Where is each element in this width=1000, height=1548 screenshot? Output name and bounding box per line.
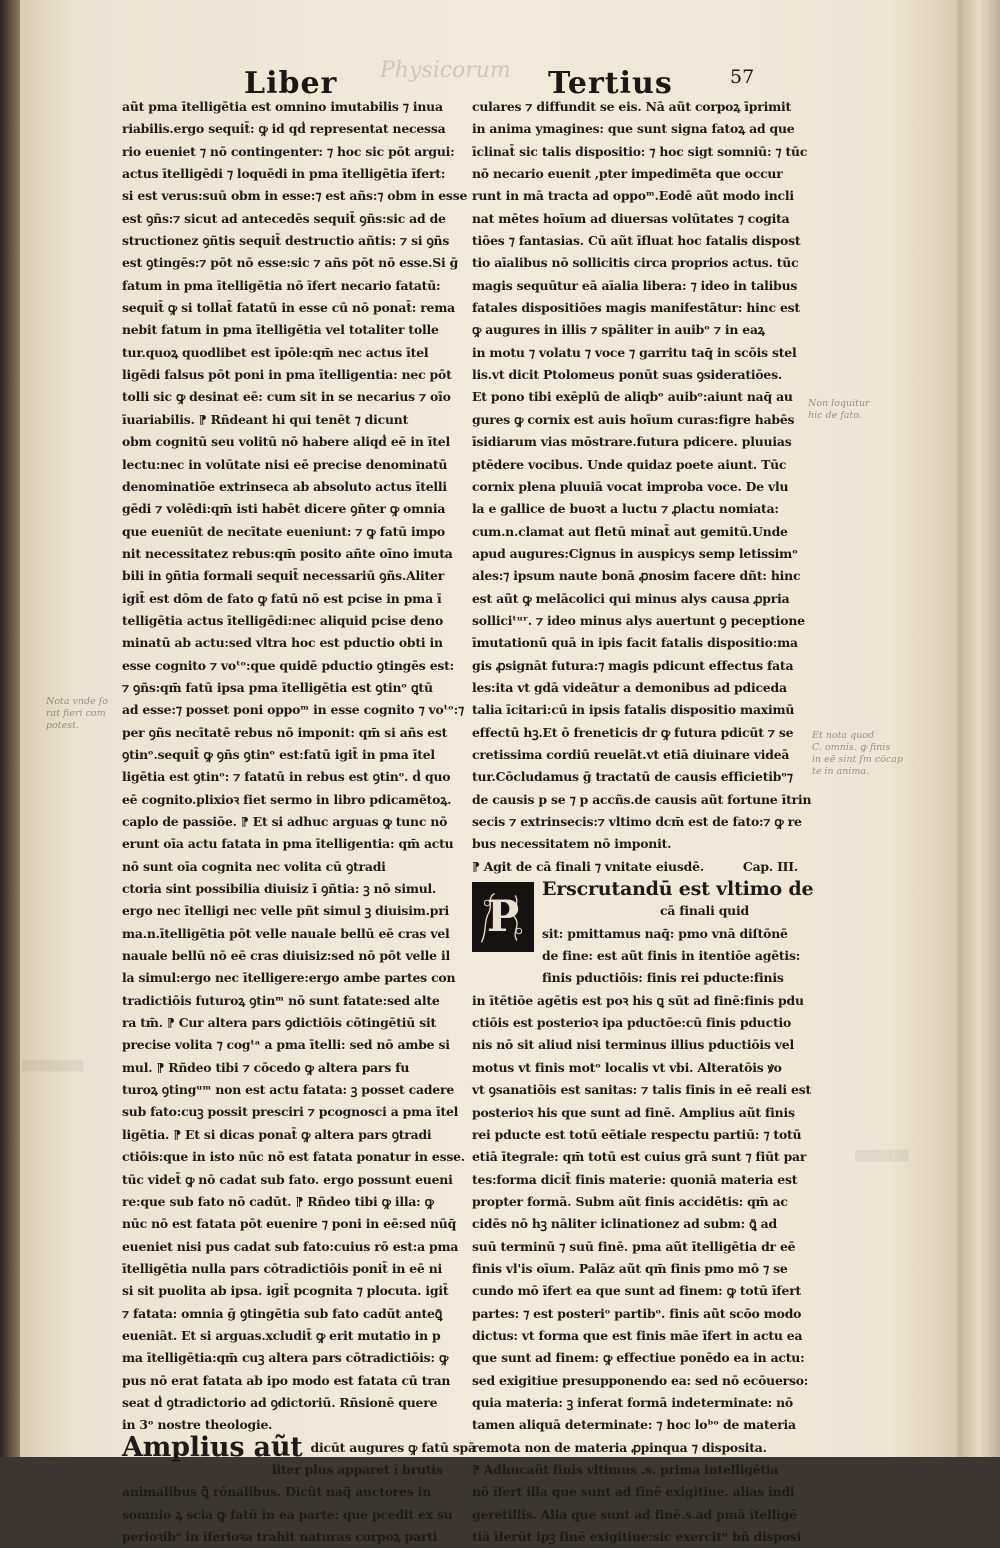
text-line: īclinat̄ sic talis dispositio: ⁊ hoc sigt somniū: ⁊ tūc: [472, 143, 808, 159]
initial-letter: P: [486, 892, 520, 943]
text-line: ra tm̄. ⁋ Cur altera pars ꝯdictiōis cōtingētiū sit: [122, 1015, 436, 1031]
text-line: ctiōis:que in isto nūc nō est fatata ponatur in esse.: [122, 1149, 465, 1165]
text-line: nō necario euenit ,pter impedimēta que occur: [472, 166, 783, 182]
text-line: ꝯtinᵒ.sequit̄ ꝙ ꝯñs ꝯtinᵒ est:fatū igit̄ in pma ītel: [122, 746, 435, 762]
text-line: tolli sic ꝙ desinat eē: cum sit in se necarius ⁊ oīo: [122, 389, 451, 405]
text-line: tradictiōis futuroꝝ ꝯtinᵐ nō sunt fatate:sed alte: [122, 992, 440, 1008]
text-line: cornix plena pluuiā vocat improba voce. De vlu: [472, 478, 789, 494]
text-line: in anima ymagines: que sunt signa fatoꝝ ad que: [472, 121, 795, 137]
text-line: nūc nō est fatata pōt euenire ⁊ poni in eē:sed nūq̄: [122, 1216, 457, 1232]
text-line: in motu ⁊ volatu ⁊ voce ⁊ garritu taq̄ in scōis stel: [472, 344, 797, 360]
text-line: ergo nec ītelligi nec velle pñt simul ꝫ diuisim.pri: [122, 903, 450, 919]
text-line: sed exigitiue presupponendo ea: sed nō ecōuerso:: [472, 1372, 809, 1388]
text-line: perioꝛibᵒ in īferioꝛa trahit naturas corpoꝝ parti: [122, 1529, 438, 1544]
text-line: denominatiōe extrinseca ab absoluto actus ītelli: [122, 478, 447, 494]
text-line: obm cognitū seu volitū nō habere aliqḋ eē in ītel: [122, 434, 451, 450]
text-line: īsidiarum vias mōstrare.futura pdicere. pluuias: [472, 434, 792, 450]
text-line: bus necessitatem nō imponit.: [472, 836, 672, 852]
initial-line-5: finis pductiōis: finis rei pducte:finis: [542, 970, 784, 986]
margin-note-left-line: rat fieri com: [46, 708, 106, 719]
text-line: ⁊ fatata: omnia ḡ ꝯtingētia sub fato cadūt anteꝗ̄: [122, 1305, 443, 1321]
text-line: fatum in pma ītelligētia nō īfert necario fatatū:: [122, 277, 441, 293]
margin-note-right-top: [808, 398, 870, 422]
text-line: talia īcitari:cū in ipsis fatalis dispositio maximū: [472, 702, 795, 718]
text-line: tur.Cōcludamus ḡ tractatū de causis efficietibᵒ⁊: [472, 769, 793, 785]
text-line: cretissima cordiū reuelāt.vt etiā diuinare videā: [472, 746, 790, 762]
left-column-lines: [122, 96, 468, 1437]
text-line: ma.n.ītelligētia pōt velle nauale bellū eē cras vel: [122, 925, 450, 941]
text-line: gures ꝙ cornix est auis hoīum curas:figre habēs: [472, 411, 795, 427]
text-line: ad esse:⁊ posset poni oppoᵐ in esse cognito ⁊ voᵗᵒ:⁊: [122, 702, 464, 718]
text-line: ligēdi falsus pōt poni in pma ītelligentia: nec pōt: [122, 367, 452, 383]
text-line: ctoria sint possibilia diuisiz ī ꝯñtia: ꝫ nō simul.: [122, 881, 437, 897]
text-line: nis nō sit aliud nisi terminus illius pductiōis vel: [472, 1037, 794, 1053]
text-line: sequit̄ ꝙ si tollat̄ fatatū in esse cū nō ponat̄: rema: [122, 300, 455, 316]
text-line: tiōes ⁊ fantasias. Cū aũt īfluat hoc fatalis dispost: [472, 233, 801, 249]
text-line: runt in mā tracta ad oppoᵐ.Eodē aũt modo incli: [472, 188, 794, 204]
bleed-through-text: ▒▒▒▒▒▒▒▒: [22, 1061, 84, 1072]
text-line: riabilis.ergo sequit̄: ꝙ id qḋ representat necessa: [122, 121, 446, 137]
folio-number: 57: [730, 66, 755, 88]
text-line: gēdi ⁊ volēdi:qm̄ isti habēt dicere ꝯñter ꝙ omnia: [122, 501, 446, 517]
text-line: cum.n.clamat aut fletū minat̄ aut gemitū.Unde: [472, 523, 788, 539]
text-line: quia materia: ꝫ inferat formā indeterminate: nō: [472, 1394, 793, 1410]
text-line: sub fato:cuꝫ possit presciri ⁊ pcognosci a pma ītel: [122, 1104, 459, 1120]
text-line: in ītētiōe agētis est poꝛ his ꝗ sūt ad finē:finis pdu: [472, 992, 804, 1008]
text-line: mul. ⁋ Rñdeo tibi ⁊ cōcedo ꝙ altera pars fu: [122, 1059, 410, 1075]
chapter-title-text: ⁋ Agit de cā finali ⁊ vnitate eiusdē.: [472, 858, 704, 874]
margin-note-right-mid-line: Et nota quod: [812, 730, 875, 741]
text-line: igit̄ est dōm de fato ꝙ fatū nō est pcise in pma ī: [122, 590, 442, 606]
text-line: geretillis. Alia que sunt ad finē.s.ad pmā ītelligē: [472, 1506, 797, 1522]
text-line: erunt oīa actu fatata in pma ītelligentia: qm̄ actu: [122, 836, 454, 852]
margin-note-right-mid-line: in eē sint ſm cōcap: [812, 754, 903, 765]
text-line: que sunt ad finem: ꝙ effectiue ponēdo ea in actu:: [472, 1350, 805, 1366]
text-line: cundo mō īfert ea que sunt ad finem: ꝙ totū īfert: [472, 1283, 802, 1299]
text-line: in 3ᵒ nostre theologie.: [122, 1417, 273, 1433]
text-line: apud augures:Cignus in auspicys semp letissimᵒ: [472, 545, 798, 561]
text-line: rei pducte est totū eētiale respectu partiū: ⁊ totū: [472, 1126, 802, 1142]
text-line: minatū ab actu:sed vltra hoc est pductio obti in: [122, 635, 443, 651]
text-line: la simul:ergo nec ītelligere:ergo ambe partes con: [122, 970, 456, 986]
text-line: fatales dispositiōes magis manifestātur: hinc est: [472, 300, 800, 316]
text-line: Et pono tibi exēplū de aliqbᵒ auibᵒ:aiunt naq̄ au: [472, 389, 793, 405]
text-line: propter formā. Subm aũt finis accidētis: qm̄ ac: [472, 1193, 788, 1209]
text-line: tamen aliquā determinate: ⁊ hoc loᵇᵒ de materia: [472, 1417, 796, 1433]
text-line: per ꝯñs necītatē rebus nō imponit: qm̄ si añs est: [122, 724, 448, 740]
margin-note-left-line: Nota vnde ſo: [46, 696, 108, 707]
text-line: ꝙ augures in illis ⁊ spāliter in auibᵒ ⁊ in eaꝝ: [472, 322, 765, 338]
text-line: telligētia actus ītelligēdi:nec aliquid pcise deno: [122, 612, 444, 628]
text-line: ma ītelligētia:qm̄ cuꝫ altera pars cōtradictiōis: ꝙ: [122, 1350, 449, 1366]
initial-line-1: Erscrutandū est vltimo de: [542, 878, 814, 901]
text-line: aũt pma ītelligētia est omnino imutabilis ⁊ inua: [122, 99, 443, 114]
text-line: īmutationū quā in ipis facit fatalis dispositio:ma: [472, 635, 798, 651]
text-line: tes:forma dicit̄ finis materie: quoniā materia est: [472, 1171, 798, 1187]
text-line: magis sequūtur eā aīalia libera: ⁊ ideo in talibus: [472, 277, 798, 293]
right-column-lines: [472, 96, 812, 856]
text-line: dictus: vt forma que est finis māe īfert in actu ea: [472, 1327, 803, 1343]
text-line: effectū hꝫ.Et ō freneticis dr ꝙ futura pdicūt ⁊ se: [472, 724, 794, 740]
running-head-right: Tertius: [548, 66, 673, 101]
text-line: animalibus ꝗ̄ rōnalibus. Dicūt naq̄ auctores in: [122, 1484, 432, 1500]
section-heading-word: Amplius aũt: [122, 1431, 303, 1463]
text-line: gis ꝓsignāt futura:⁊ magis pdicunt effectus fata: [472, 657, 794, 673]
text-column-right: [472, 96, 814, 1548]
text-line: tio aīalibus nō sollicitis circa proprios actus. tūc: [472, 255, 799, 271]
section-heading: [122, 1431, 476, 1463]
text-line: si sit puolita ab ipsa. igit̄ pcognita ⁊ plocuta. igit̄: [122, 1283, 449, 1299]
text-line: que eueniūt de necītate eueniunt: ⁊ ꝙ fatū impo: [122, 523, 445, 539]
text-line: ligētia. ⁋ Et si dicas ponat̄ ꝙ altera pars ꝯtradi: [122, 1126, 432, 1142]
text-line: secis ⁊ extrinsecis:⁊ vltimo dcm̄ est de fato:⁊ ꝙ re: [472, 814, 802, 829]
text-line: precise volita ⁊ cogᵗᵃ a pma ītelli: sed nō ambe si: [122, 1037, 450, 1053]
text-line: lis.vt dicit Ptolomeus ponūt suas ꝯsideratiōes.: [472, 367, 782, 383]
text-line: nat mētes hoīum ad diuersas volūtates ⁊ cogita: [472, 210, 790, 226]
text-line: ⁋ Adhucaũt finis vltimus .s. prima intelligētia: [472, 1462, 779, 1477]
text-line: de causis p se ⁊ p accñs.de causis aũt fortune ītrin: [472, 791, 812, 807]
text-line: caplo de passiōe. ⁋ Et si adhuc arguas ꝙ tunc nō: [122, 814, 448, 829]
next-leaf-edge: [962, 0, 1000, 1457]
text-line: ligētia est ꝯtinᵒ: ⁊ fatatū in rebus est ꝯtinᵒ. ḋ quo: [122, 769, 451, 785]
initial-adjacent-lines: [542, 878, 814, 990]
text-line: ītelligētia nulla pars cōtradictiōis ponit̄ in eē ni: [122, 1260, 443, 1276]
text-line: nō īfert illa que sunt ad finē exigitiue. alias indi: [472, 1484, 795, 1500]
text-line: lectu:nec in volūtate nisi eē precise denominatū: [122, 456, 448, 472]
section-heading-follow-1: dicūt augures ꝙ fatū spā: [310, 1439, 476, 1455]
text-line: culares ⁊ diffundit se eis. Nā aũt corpoꝝ īprimit: [472, 99, 792, 114]
text-line: solliciᵗᵘʳ. ⁊ ideo minus alys auertunt ꝯ peceptione: [472, 612, 805, 628]
text-line: est ꝯtingēs:⁊ pōt nō esse:sic ⁊ añs pōt nō esse.Si ḡ: [122, 255, 459, 271]
text-line: eueniet nisi pus cadat sub fato:cuius rō est:a pma: [122, 1238, 459, 1254]
text-line: tūc videt̄ ꝙ nō cadat sub fato. ergo possunt eueni: [122, 1171, 453, 1187]
text-line: motus vt finis motᵒ localis vt vbi. Alteratōis ꝟo: [472, 1059, 782, 1075]
text-line: posterioꝛ his que sunt ad finē. Amplius aũt finis: [472, 1104, 795, 1120]
text-line: rio eueniet ⁊ nō contingenter: ⁊ hoc sic pōt argui:: [122, 143, 455, 159]
text-line: actus ītelligēdi ⁊ loquēdi in pma ītelligētia īfert:: [122, 166, 446, 182]
text-line: ctiōis est posterioꝛ ipa pductōe:cū finis pductio: [472, 1015, 792, 1031]
text-line: nebit fatum in pma ītelligētia vel totaliter tolle: [122, 322, 439, 338]
text-line: esse cognito ⁊ voᵗᵒ:que quidē pductio ꝯtingēs est:: [122, 657, 455, 673]
text-column-left: [122, 96, 476, 1548]
text-line: seat ḋ ꝯtradictorio ad ꝯdictoriū. Rñsionē quere: [122, 1394, 438, 1410]
margin-note-right-mid-line: C. omnis. ꝙ finis: [812, 742, 891, 753]
margin-note-left-line: potest.: [46, 720, 79, 731]
text-line: vt ꝯsanatiōis est sanitas: ⁊ talis finis in eē reali est: [472, 1082, 812, 1098]
section-heading-follow-2: liter plus apparet ī brutis: [272, 1461, 443, 1477]
text-line: les:ita vt gdā videātur a demonibus ad pdiceda: [472, 679, 787, 695]
initial-line-3: sit: pmittamus naq̄: pmo vnā diſtōnē: [542, 925, 788, 941]
text-line: bili in ꝯñtia formali sequit̄ necessariū ꝯñs.Aliter: [122, 568, 445, 584]
running-head-left: Liber: [244, 66, 338, 101]
text-line: eueniāt. Et si arguas.xcludit̄ ꝙ erit mutatio in p: [122, 1327, 441, 1343]
decorated-initial: [472, 882, 534, 952]
show-through-heading: Physicorum: [380, 58, 511, 83]
text-line: īuariabilis. ⁋ Rñdeant hi qui tenēt ⁊ dicunt: [122, 411, 409, 427]
text-line: la e gallice de buoꝛt a luctu ⁊ ꝓlactu nomiata:: [472, 501, 779, 517]
chapter-title: [472, 856, 798, 878]
text-line: partes: ⁊ est posteriᵒ partibᵒ. finis aũt scōo modo: [472, 1305, 802, 1321]
text-line: finis vl'is oīum. Palāz aũt qm̄ finis pmo mō ⁊ se: [472, 1260, 788, 1276]
margin-note-right-mid: [812, 730, 903, 778]
text-line: est ꝯñs:⁊ sicut ad antecedēs sequit̄ ꝯñs:sic ad de: [122, 210, 446, 226]
text-line: ptēdere vocibus. Unde quidaz poete aiunt. Tūc: [472, 456, 787, 472]
margin-note-left: [46, 696, 108, 732]
decorated-initial-p-icon: [474, 884, 532, 950]
text-line: eē cognito.plixioꝛ fiet sermo in libro pdicamētoꝝ.: [122, 791, 452, 807]
chapter-number: Cap. III.: [742, 858, 798, 874]
text-line: re:que sub fato nō cadūt. ⁋ Rñdeo tibi ꝙ illa: ꝙ: [122, 1193, 434, 1209]
text-line: turoꝝ ꝯtingᵘᵐ non est actu fatata: ꝫ posset cadere: [122, 1082, 454, 1098]
text-line: nauale bellū nō eē cras diuisiz:sed nō pōt velle il: [122, 948, 450, 964]
text-line: tiā īferūt ipꝫ finē exigitiue:sic exercitᵘ bñ disposi: [472, 1529, 802, 1545]
text-line: tur.quoꝝ quodlibet est īpōle:qm̄ nec actus ītel: [122, 344, 429, 360]
text-line: remota non de materia ꝓpinqua ⁊ disposita.: [472, 1439, 767, 1455]
text-line: suū terminū ⁊ suū finē. pma aũt ītelligētia dr eē: [472, 1238, 796, 1254]
text-line: nō sunt oīa cognita nec volita cū ꝯtradi: [122, 858, 386, 874]
initial-line-2: cā finali quid: [660, 903, 749, 919]
initial-line-4: de fine: est aũt finis in itentiōe agētis:: [542, 948, 801, 964]
bleed-through-text-right: ▒▒▒▒▒▒▒: [855, 1151, 909, 1162]
right-column-after-lines: [472, 990, 812, 1548]
text-line: somnio ꝝ scia ꝙ fatū in ea parte: que pcedit ex su: [122, 1506, 453, 1522]
text-line: structionez ꝯñtis sequit̄ destructio añtis: ⁊ si ꝯñs: [122, 233, 450, 249]
text-line: cidēs nō hꝫ nāliter iclinationez ad subm: ꝗ̄ ad: [472, 1216, 777, 1232]
text-line: etiā ītegrale: qm̄ totū est cuius grā sunt ⁊ fiūt par: [472, 1149, 807, 1165]
text-line: pus nō erat fatata ab ipo modo est fatata cū tran: [122, 1372, 451, 1388]
text-line: si est verus:suū obm in esse:⁊ est añs:⁊ obm in esse: [122, 188, 468, 204]
decorated-initial-block: [472, 878, 814, 990]
text-line: nit necessitatez rebus:qm̄ posito añte oīno imuta: [122, 545, 453, 561]
margin-note-right-top-line: Non loquitur: [808, 398, 870, 409]
margin-note-right-mid-line: te in anima.: [812, 766, 870, 777]
left-column-tail: [122, 1481, 458, 1548]
text-line: ales:⁊ ipsum naute bonā ꝓnosim facere dñt: hinc: [472, 568, 801, 584]
text-line: ⁊ ꝯñs:qm̄ fatū ipsa pma ītelligētia est ꝯtinᵒ ꝗtū: [122, 679, 433, 695]
margin-note-right-top-line: hic de fato.: [808, 410, 862, 421]
text-line: est aũt ꝙ melācolici qui minus alys causa ꝓpria: [472, 590, 790, 606]
